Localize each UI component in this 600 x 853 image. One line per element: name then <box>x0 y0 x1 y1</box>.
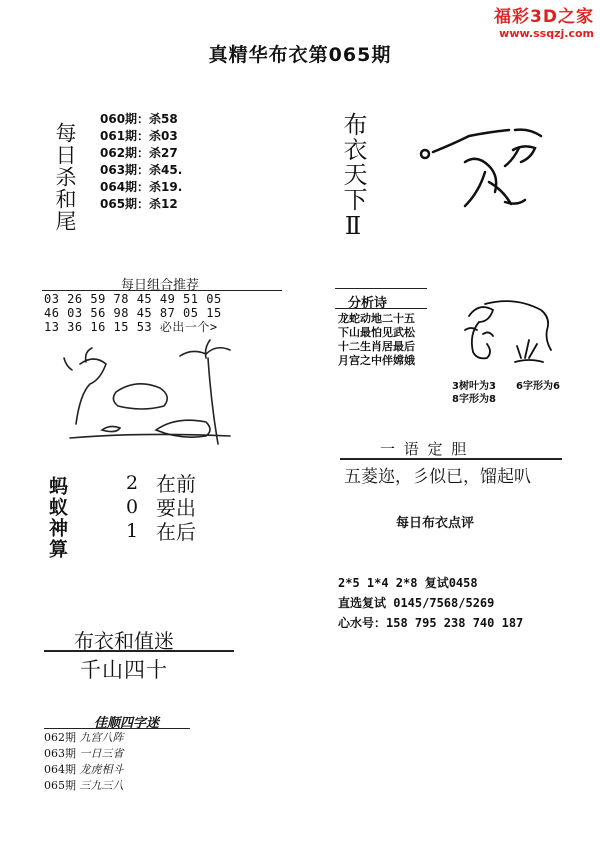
kill-item: 061期：杀03 <box>100 129 178 143</box>
ant-num: 2 <box>126 472 139 494</box>
buyi-riddle-text: 千山四十 <box>80 658 168 682</box>
four-char-row <box>44 762 124 778</box>
kill-item: 062期：杀27 <box>100 146 178 160</box>
brand-url: www.ssqzj.com <box>499 27 594 40</box>
analysis-poem <box>338 312 415 368</box>
comment-line: 直选复试 0145/7568/5269 <box>338 596 495 610</box>
one-phrase-title: 一 语 定 胆 <box>380 440 469 458</box>
comment-line: 心水号：158 795 238 740 187 <box>338 616 524 630</box>
daily-comment-title: 每日布衣点评 <box>396 516 475 531</box>
analysis-section <box>335 288 600 289</box>
four-char-row <box>44 778 124 794</box>
ant-text: 在后 <box>156 520 196 544</box>
brand-watermark <box>494 2 594 40</box>
kill-item: 063期：杀45. <box>100 163 183 177</box>
four-char-row <box>44 730 124 746</box>
note-8: 8字形为8 <box>452 394 496 405</box>
period: 064期 <box>44 763 76 776</box>
analysis-divider-top <box>335 288 427 289</box>
ant-num: 0 <box>126 496 139 518</box>
analysis-title: 分析诗 <box>348 296 388 311</box>
brand-name: 福彩3D之家 <box>494 7 594 27</box>
kill-item: 060期：杀58 <box>100 112 178 126</box>
period: 063期 <box>44 747 76 760</box>
poem-line: 月宫之中伴嫦娥 <box>338 354 415 367</box>
analysis-divider-bottom <box>335 308 427 309</box>
combo-row: 03 26 59 78 45 49 51 05 <box>44 292 222 306</box>
four-char-title: 佳顺四字迷 <box>94 716 160 731</box>
four-char-row <box>44 746 124 762</box>
daily-kill-list <box>100 111 182 213</box>
landscape-sketch-image <box>60 334 240 446</box>
combo-row: 46 03 56 98 45 87 05 15 <box>44 306 222 320</box>
one-phrase-text: 五菱迩，彡似已，馏起叭 <box>344 467 531 487</box>
period: 065期 <box>44 779 76 792</box>
buyi-riddle-title: 布衣和值迷 <box>74 629 174 653</box>
one-phrase-divider <box>340 458 562 460</box>
riddle-text: 一日三省 <box>79 747 124 760</box>
combo-title: 每日组合推荐 <box>120 278 199 293</box>
plant-sketch-image <box>455 296 565 376</box>
ant-text: 要出 <box>156 496 196 520</box>
note-6: 6字形为6 <box>516 381 560 392</box>
four-char-divider <box>44 728 190 729</box>
riddle-text: 三九三八 <box>79 779 124 792</box>
poem-line: 龙蛇动地二十五 <box>338 312 415 325</box>
ant-num: 1 <box>126 520 139 542</box>
period: 062期 <box>44 731 76 744</box>
page-title: 真精华布衣第065期 <box>208 44 392 66</box>
buyi-sketch-image <box>405 122 565 222</box>
daily-kill-label: 每日杀和尾 <box>53 122 77 232</box>
buyi-riddle-divider <box>44 650 234 652</box>
poem-line: 十二生肖居最后 <box>338 340 415 353</box>
ant-text: 在前 <box>156 472 196 496</box>
note-3: 3树叶为3 <box>452 381 496 392</box>
kill-item: 065期：杀12 <box>100 197 178 211</box>
buyi-tianxia-label: 布衣天下Ⅱ <box>339 112 367 241</box>
kill-item: 064期：杀19. <box>100 180 183 194</box>
poem-line: 下山最怕见武松 <box>338 326 415 339</box>
combo-row: 13 36 16 15 53 必出一个> <box>44 320 218 334</box>
ant-god-label: 蚂蚁神算 <box>46 476 68 560</box>
comment-line: 2*5 1*4 2*8 复试0458 <box>338 576 478 590</box>
four-char-list <box>44 730 124 794</box>
riddle-text: 九宫八阵 <box>79 731 124 744</box>
combo-divider <box>42 290 282 291</box>
riddle-text: 龙虎相斗 <box>79 763 124 776</box>
